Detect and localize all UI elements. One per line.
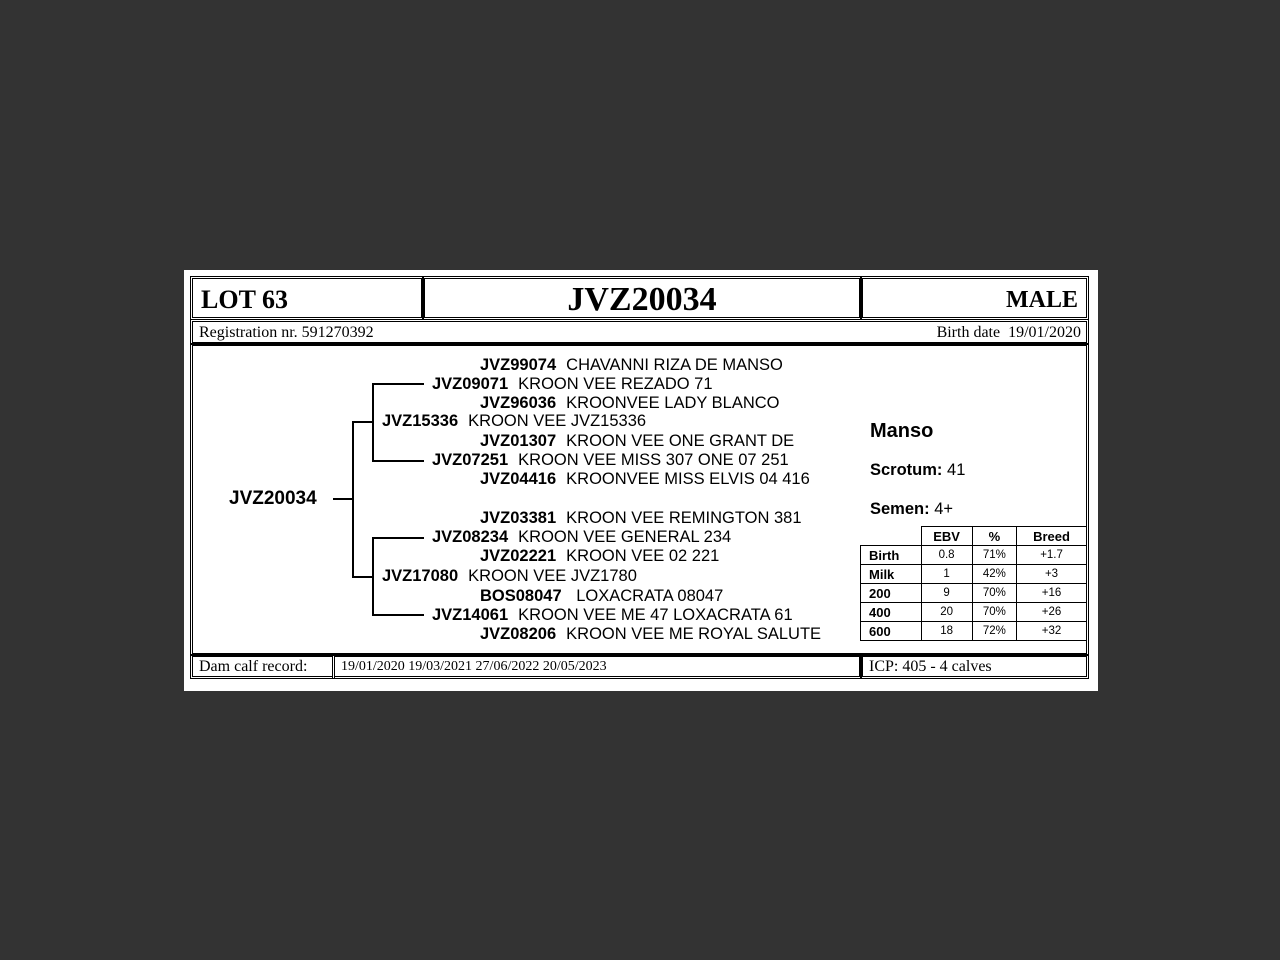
ebv-breed-avg: +1.7 (1017, 546, 1087, 565)
ebv-row (861, 584, 1087, 603)
sire-dam-connector (372, 460, 424, 462)
ebv-trait: Milk (861, 565, 922, 584)
subject-id: JVZ20034 (229, 488, 317, 509)
dam-calf-dates-box (332, 654, 862, 679)
pedigree-dam-sire: JVZ08234 KROON VEE GENERAL 234 (432, 528, 732, 546)
ebv-accuracy: 71% (972, 546, 1016, 565)
ebv-trait: 200 (861, 584, 922, 603)
parent-vertical (352, 421, 354, 578)
birth-date: Birth date 19/01/2020 (936, 324, 1081, 341)
ebv-accuracy: 70% (972, 584, 1016, 603)
pedigree-dam-sire-dam: JVZ02221 KROON VEE 02 221 (480, 547, 720, 565)
ebv-value: 20 (921, 603, 972, 622)
icp-value: ICP: 405 - 4 calves (869, 658, 992, 675)
ebv-row (861, 565, 1087, 584)
ebv-breed-avg: +26 (1017, 603, 1087, 622)
subject-connector (333, 498, 353, 500)
semen-grade: Semen: 4+ (870, 500, 954, 518)
sire-vertical (372, 383, 374, 462)
ebv-accuracy: 72% (972, 622, 1016, 641)
pedigree-sire-dam-sire: JVZ01307 KROON VEE ONE GRANT DE (480, 432, 795, 450)
ebv-trait: 400 (861, 603, 922, 622)
dam-calf-label-box (190, 654, 335, 679)
ebv-row (861, 622, 1087, 641)
ebv-trait: 600 (861, 622, 922, 641)
pedigree-dam-dam-dam: JVZ08206 KROON VEE ME ROYAL SALUTE (480, 625, 822, 643)
pedigree-sire-sire-sire: JVZ99074 CHAVANNI RIZA DE MANSO (480, 356, 783, 374)
ebv-header-ebv: EBV (921, 527, 972, 546)
ebv-row (861, 603, 1087, 622)
dam-dam-connector (372, 614, 424, 616)
pedigree-dam-dam-sire: BOS08047 LOXACRATA 08047 (480, 587, 724, 605)
ebv-breed-avg: +3 (1017, 565, 1087, 584)
ebv-header-blank (861, 527, 922, 546)
lot-number: LOT 63 (201, 285, 288, 314)
ebv-value: 18 (921, 622, 972, 641)
ebv-header-row (861, 527, 1087, 546)
pedigree-dam-sire-sire: JVZ03381 KROON VEE REMINGTON 381 (480, 509, 802, 527)
ebv-accuracy: 70% (972, 603, 1016, 622)
animal-id-box (422, 276, 862, 320)
info-row (190, 319, 1089, 345)
pedigree-sire-sire: JVZ09071 KROON VEE REZADO 71 (432, 375, 713, 393)
pedigree-sire-sire-dam: JVZ96036 KROONVEE LADY BLANCO (480, 394, 780, 412)
ebv-value: 9 (921, 584, 972, 603)
lot-card (184, 270, 1098, 691)
scrotum-measure: Scrotum: 41 (870, 461, 966, 479)
ebv-header-breed: Breed (1017, 527, 1087, 546)
ebv-row (861, 546, 1087, 565)
dam-sire-connector (372, 537, 424, 539)
ebv-breed-avg: +32 (1017, 622, 1087, 641)
dam-vertical (372, 537, 374, 616)
pedigree-sire: JVZ15336 KROON VEE JVZ15336 (382, 412, 647, 430)
sire-connector (352, 421, 374, 423)
pedigree-dam: JVZ17080 KROON VEE JVZ1780 (382, 567, 637, 585)
animal-id-title: JVZ20034 (567, 281, 717, 318)
ebv-value: 0.8 (921, 546, 972, 565)
registration-number: Registration nr. 591270392 (199, 324, 374, 341)
dam-calf-dates: 19/01/2020 19/03/2021 27/06/2022 20/05/2023 (341, 659, 607, 674)
dam-calf-label: Dam calf record: (199, 658, 308, 675)
sex-box (860, 276, 1089, 320)
ebv-accuracy: 42% (972, 565, 1016, 584)
ebv-value: 1 (921, 565, 972, 584)
pedigree-sire-dam: JVZ07251 KROON VEE MISS 307 ONE 07 251 (432, 451, 789, 469)
ebv-trait: Birth (861, 546, 922, 565)
dam-connector (352, 576, 374, 578)
icp-box (860, 654, 1089, 679)
pedigree-sire-dam-dam: JVZ04416 KROONVEE MISS ELVIS 04 416 (480, 470, 810, 488)
ebv-header-pct: % (972, 527, 1016, 546)
animal-name: Manso (870, 420, 934, 442)
sire-sire-connector (372, 383, 424, 385)
lot-box (190, 276, 424, 320)
ebv-table (860, 526, 1087, 641)
pedigree-dam-dam: JVZ14061 KROON VEE ME 47 LOXACRATA 61 (432, 606, 793, 624)
sex-label: MALE (1006, 287, 1078, 313)
ebv-breed-avg: +16 (1017, 584, 1087, 603)
